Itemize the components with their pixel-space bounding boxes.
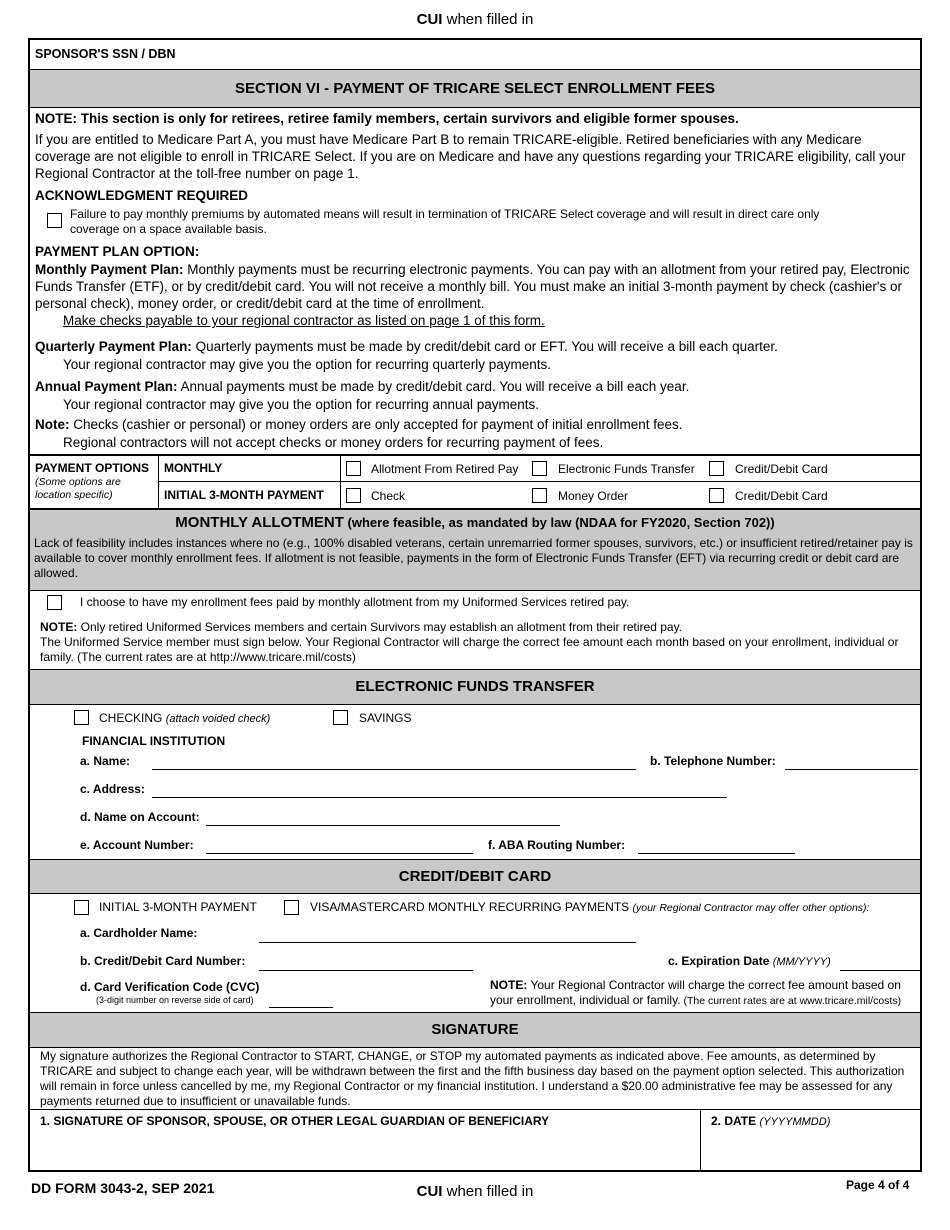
allotment-choose-text: I choose to have my enrollment fees paid by monthly allotment from my Uniformed Services retired pay. <box>80 595 630 609</box>
savings-label: SAVINGS <box>359 711 412 725</box>
form-page <box>28 38 922 1172</box>
eft-routing-label: f. ABA Routing Number: <box>488 838 626 852</box>
payment-options-divider2 <box>340 455 341 508</box>
quarterly-plan-text: Quarterly payments must be made by credit/debit card or EFT. You will receive a bill each quarter. <box>191 339 778 354</box>
eft-phone-label: b. Telephone Number: <box>650 754 776 768</box>
eft-account-number-label: e. Account Number: <box>80 838 194 852</box>
eft-routing-input[interactable] <box>638 853 795 854</box>
financial-institution-label: FINANCIAL INSTITUTION <box>82 734 226 748</box>
section-header: SECTION VI - PAYMENT OF TRICARE SELECT ENROLLMENT FEES <box>30 69 920 108</box>
card-note-label: NOTE: <box>490 978 528 992</box>
annual-plan-text: Annual payments must be made by credit/debit card. You will receive a bill each year. <box>177 379 690 394</box>
checking-text: CHECKING <box>99 711 163 725</box>
cui-header: CUI when filled in <box>416 11 534 28</box>
signature-header: SIGNATURE <box>30 1012 920 1048</box>
note2 <box>35 416 915 433</box>
section-note: NOTE: This section is only for retirees, retiree family members, certain survivors and eligible former spouses. <box>35 111 739 126</box>
allotment-note-label: NOTE: <box>40 620 78 634</box>
initial-payment-label: INITIAL 3-MONTH PAYMENT <box>164 488 324 502</box>
sponsor-ssn-label: SPONSOR'S SSN / DBN <box>35 47 176 61</box>
signature-box-divider <box>700 1109 701 1171</box>
monthly-label: MONTHLY <box>164 461 223 475</box>
allotment-option-label: Allotment From Retired Pay <box>371 462 519 476</box>
card-number-input[interactable] <box>259 970 473 971</box>
signature-label: 1. SIGNATURE OF SPONSOR, SPOUSE, OR OTHER LEGAL GUARDIAN OF BENEFICIARY <box>40 1114 550 1128</box>
signature-text: My signature authorizes the Regional Contractor to START, CHANGE, or STOP my automated payments as indicated above. Fee amounts, as determined by TRICARE and subject to change each year, will be withdrawn between the first and the fifth business day based on the payment option selected. This authorization will remain in force unless cancelled by me, my Regional Contractor or my financial institution. I understand a $20.00 administrative fee may be assessed for any payments returned due to insufficient or unavailable funds. <box>40 1049 905 1108</box>
card-expiration-text: c. Expiration Date <box>668 954 770 968</box>
eft-account-number-input[interactable] <box>206 853 473 854</box>
allotment-note-text: Only retired Uniformed Services members and certain Survivors may establish an allotment from their retired pay. <box>77 620 683 634</box>
medicare-text: If you are entitled to Medicare Part A, you must have Medicare Part B to remain TRICARE-eligible. Retired beneficiaries with any Medicare coverage are not eligible to enroll in TRICARE Select. If you are on Medicare and have any questions regarding your TRICARE eligibility, call your Regional Contractor at the toll-free number on page 1. <box>35 132 906 181</box>
card-recurring-note: (your Regional Contractor may offer other options): <box>632 902 870 914</box>
cui-footer: CUI when filled in <box>416 1183 534 1200</box>
payment-options-sub: (Some options are location specific) <box>35 476 121 501</box>
cvc-label: d. Card Verification Code (CVC) <box>80 980 260 994</box>
eft-address-input[interactable] <box>152 797 727 798</box>
check-option-label: Check <box>371 489 406 503</box>
card-initial-checkbox[interactable] <box>74 900 89 915</box>
payment-options-mid-border <box>158 481 920 482</box>
sponsor-row <box>30 40 920 70</box>
signature-box-top <box>30 1109 920 1110</box>
allotment-title <box>30 514 920 532</box>
cvc-input[interactable] <box>269 1007 333 1008</box>
eft-account-name-input[interactable] <box>206 825 560 826</box>
signature-field[interactable] <box>40 1128 690 1168</box>
monthly-plan <box>35 261 915 312</box>
card-expiration-label <box>668 954 831 968</box>
eft-name-input[interactable] <box>152 769 636 770</box>
card-note <box>490 978 918 1009</box>
monthly-plan-label: Monthly Payment Plan: <box>35 262 184 277</box>
checks-payable: Make checks payable to your regional contractor as listed on page 1 of this form. <box>63 313 545 328</box>
annual-plan-text2: Your regional contractor may give you the option for recurring annual payments. <box>63 397 540 412</box>
eft-phone-input[interactable] <box>785 769 918 770</box>
quarterly-plan <box>35 338 915 355</box>
card-expiration-format: (MM/YYYY) <box>772 956 831 968</box>
date-field[interactable] <box>711 1128 911 1168</box>
ack-checkbox[interactable] <box>47 213 62 228</box>
payment-options-top-border <box>30 454 920 456</box>
card-header: CREDIT/DEBIT CARD <box>30 859 920 894</box>
allotment-title-sub: (where feasible, as mandated by law (NDAA for FY2020, Section 702)) <box>343 515 775 530</box>
eft-option-label: Electronic Funds Transfer <box>558 462 695 476</box>
date-label-text: 2. DATE <box>711 1114 757 1128</box>
eft-header: ELECTRONIC FUNDS TRANSFER <box>30 669 920 705</box>
card-note-text: Your Regional Contractor will charge the correct fee amount based on your enrollment, individual or family. <box>490 978 901 1007</box>
cvc-note: (3-digit number on reverse side of card) <box>96 995 254 1005</box>
eft-account-name-label: d. Name on Account: <box>80 810 200 824</box>
ack-title: ACKNOWLEDGMENT REQUIRED <box>35 188 248 203</box>
quarterly-plan-text2: Your regional contractor may give you the option for recurring quarterly payments. <box>63 357 552 372</box>
money-order-checkbox[interactable] <box>532 488 547 503</box>
annual-plan <box>35 378 915 395</box>
card-recurring-checkbox[interactable] <box>284 900 299 915</box>
plan-title: PAYMENT PLAN OPTION: <box>35 244 200 259</box>
money-order-option-label: Money Order <box>558 489 629 503</box>
card-initial-label: INITIAL 3-MONTH PAYMENT <box>99 900 257 914</box>
allotment-title-main: MONTHLY ALLOTMENT <box>175 514 344 531</box>
quarterly-plan-label: Quarterly Payment Plan: <box>35 339 192 354</box>
card-number-label: b. Credit/Debit Card Number: <box>80 954 246 968</box>
monthly-plan-text: Monthly payments must be recurring electronic payments. You can pay with an allotment from your retired pay, Electronic Funds Transfer (ETF), or by credit/debit card. You will not receive a monthly bill. You must make an initial 3-month payment by check (cashier's or personal check), money order, or credit/debit card at the time of enrollment. <box>35 262 910 311</box>
cardholder-input[interactable] <box>259 942 636 943</box>
initial-card-checkbox[interactable] <box>709 488 724 503</box>
page-number: Page 4 of 4 <box>846 1178 910 1192</box>
note2-label: Note: <box>35 417 70 432</box>
date-format: (YYYYMMDD) <box>759 1116 831 1128</box>
monthly-card-checkbox[interactable] <box>709 461 724 476</box>
allotment-choose-checkbox[interactable] <box>47 595 62 610</box>
date-label <box>711 1114 830 1128</box>
card-expiration-input[interactable] <box>840 970 920 971</box>
allotment-header <box>30 508 920 591</box>
ack-text: Failure to pay monthly premiums by automated means will result in termination of TRICARE Select coverage and will result in direct care only coverage on a space available basis. <box>70 207 820 236</box>
check-checkbox[interactable] <box>346 488 361 503</box>
card-note-rates: (The current rates are at www.tricare.mil/costs) <box>680 995 902 1007</box>
payment-options-divider1 <box>158 455 159 508</box>
eft-address-label: c. Address: <box>80 782 145 796</box>
initial-card-option-label: Credit/Debit Card <box>735 489 828 503</box>
monthly-card-option-label: Credit/Debit Card <box>735 462 828 476</box>
note2-text: Checks (cashier or personal) or money orders are only accepted for payment of initial enrollment fees. <box>69 417 683 432</box>
checking-label <box>99 711 270 725</box>
cardholder-label: a. Cardholder Name: <box>80 926 198 940</box>
allotment-note-text2: The Uniformed Service member must sign below. Your Regional Contractor will charge the correct fee amount each month based on your enrollment, individual or family. (The current rates are at http://www.tricare.mil/costs) <box>40 635 899 664</box>
allotment-checkbox[interactable] <box>346 461 361 476</box>
allotment-text: Lack of feasibility includes instances where no (e.g., 100% disabled veterans, certain unremarried former spouses, survivors, etc.) or insufficient retired/retainer pay is available to cover monthly enrollment fees. If allotment is not feasible, payments in the form of Electronic Funds Transfer (EFT) via recurring credit or debit card are allowed. <box>34 536 913 580</box>
checking-note: (attach voided check) <box>165 713 271 725</box>
note2-text2: Regional contractors will not accept checks or money orders for recurring payment of fees. <box>63 435 604 450</box>
eft-checkbox[interactable] <box>532 461 547 476</box>
savings-checkbox[interactable] <box>333 710 348 725</box>
card-recurring-text: VISA/MASTERCARD MONTHLY RECURRING PAYMENTS <box>310 900 630 914</box>
eft-name-label: a. Name: <box>80 754 131 768</box>
card-recurring-label <box>310 900 869 914</box>
annual-plan-label: Annual Payment Plan: <box>35 379 178 394</box>
checking-checkbox[interactable] <box>74 710 89 725</box>
payment-options-label: PAYMENT OPTIONS <box>35 461 150 475</box>
form-id: DD FORM 3043-2, SEP 2021 <box>31 1180 215 1196</box>
allotment-note <box>40 620 915 665</box>
